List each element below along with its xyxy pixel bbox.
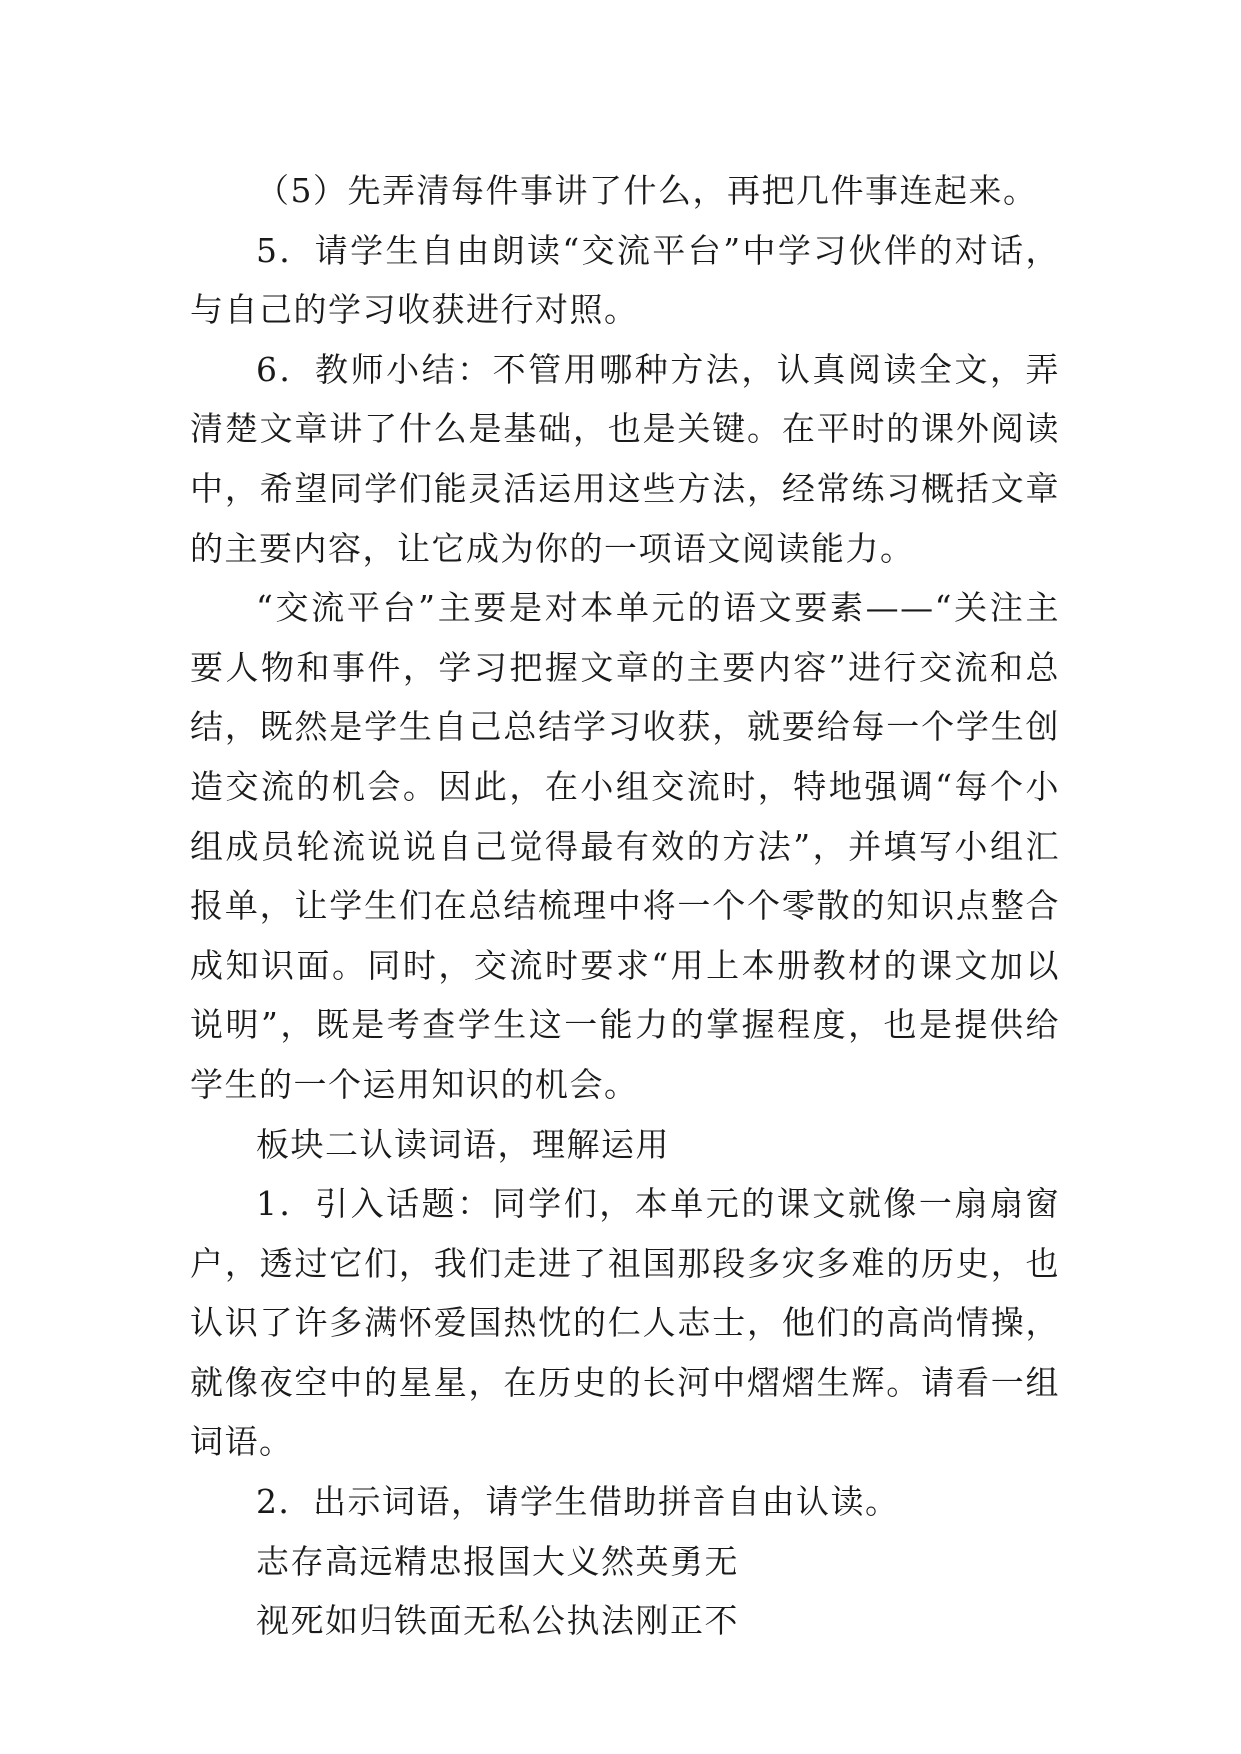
word-list-line-1: 志存高远精忠报国大义然英勇无 [256,1541,739,1581]
section-heading: 板块二认读词语，理解运用 [256,1124,670,1164]
paragraph-item-5: 5．请学生自由朗读“交流平台”中学习伙伴的对话，与自己的学习收获进行对照。 [190,230,1060,330]
paragraph-commentary: “交流平台”主要是对本单元的语文要素——“关注主要人物和事件，学习把握文章的主要内容”进行交流和总结，既然是学生自己总结学习收获，就要给每一个学生创造交流的机会。因此，在小组交流时，特地强调“每个小组成员轮流说说自己觉得最有效的方法”，并填写小组汇报单，让学生们在总结梳理中将一个个零散的知识点整合成知识面。同时，交流时要求“用上本册教材的课文加以说明”，既是考查学生这一能力的掌握程度，也是提供给学生的一个运用知识的机会。 [190,588,1060,1104]
paragraph-step-5-detail: （5）先弄清每件事讲了什么，再把几件事连起来。 [256,171,1038,210]
word-list-line-2: 视死如归铁面无私公执法刚正不 [256,1601,739,1641]
document-body [190,161,1060,1651]
paragraph-item-6: 6．教师小结：不管用哪种方法，认真阅读全文，弄清楚文章讲了什么是基础，也是关键。在平时的课外阅读中，希望同学们能灵活运用这些方法，经常练习概括文章的主要内容，让它成为你的一项语文阅读能力。 [190,349,1060,568]
paragraph-item-2: 2．出示词语，请学生借助拼音自由认读。 [256,1482,900,1522]
paragraph-item-1: 1．引入话题：同学们，本单元的课文就像一扇扇窗户，透过它们，我们走进了祖国那段多灾多难的历史，也认识了许多满怀爱国热忱的仁人志士，他们的高尚情操，就像夜空中的星星，在历史的长河中熠熠生辉。请看一组词语。 [190,1184,1060,1462]
